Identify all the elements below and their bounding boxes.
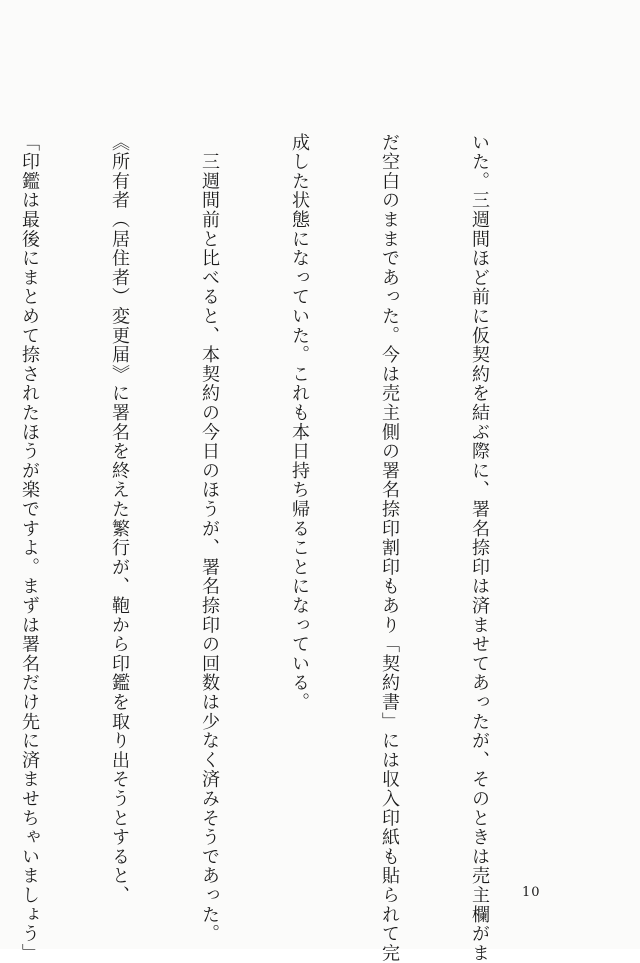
text-line: 「印鑑は最後にまとめて捺されたほうが楽ですよ。まずは署名だけ先に済ませちゃいましょう」 (19, 133, 40, 963)
text-line: 三週間前と比べると、本契約の今日のほうが、署名捺印の回数は少なく済みそうであった。 (199, 133, 220, 944)
text-line: 《所有者（居住者）変更届》に署名を終えた繁行が、鞄から印鑑を取り出そうとすると、 (109, 133, 130, 905)
page-number: 10 (522, 885, 541, 900)
text-line: 成した状態になっていた。これも本日持ち帰ることになっている。 (289, 133, 310, 712)
text-line: いた。三週間ほど前に仮契約を結ぶ際に、署名捺印は済ませてあったが、そのときは売主欄がま (469, 133, 490, 963)
text-line: だ空白のままであった。今は売主側の署名捺印割印もあり「契約書」には収入印紙も貼られて完 (379, 133, 400, 963)
